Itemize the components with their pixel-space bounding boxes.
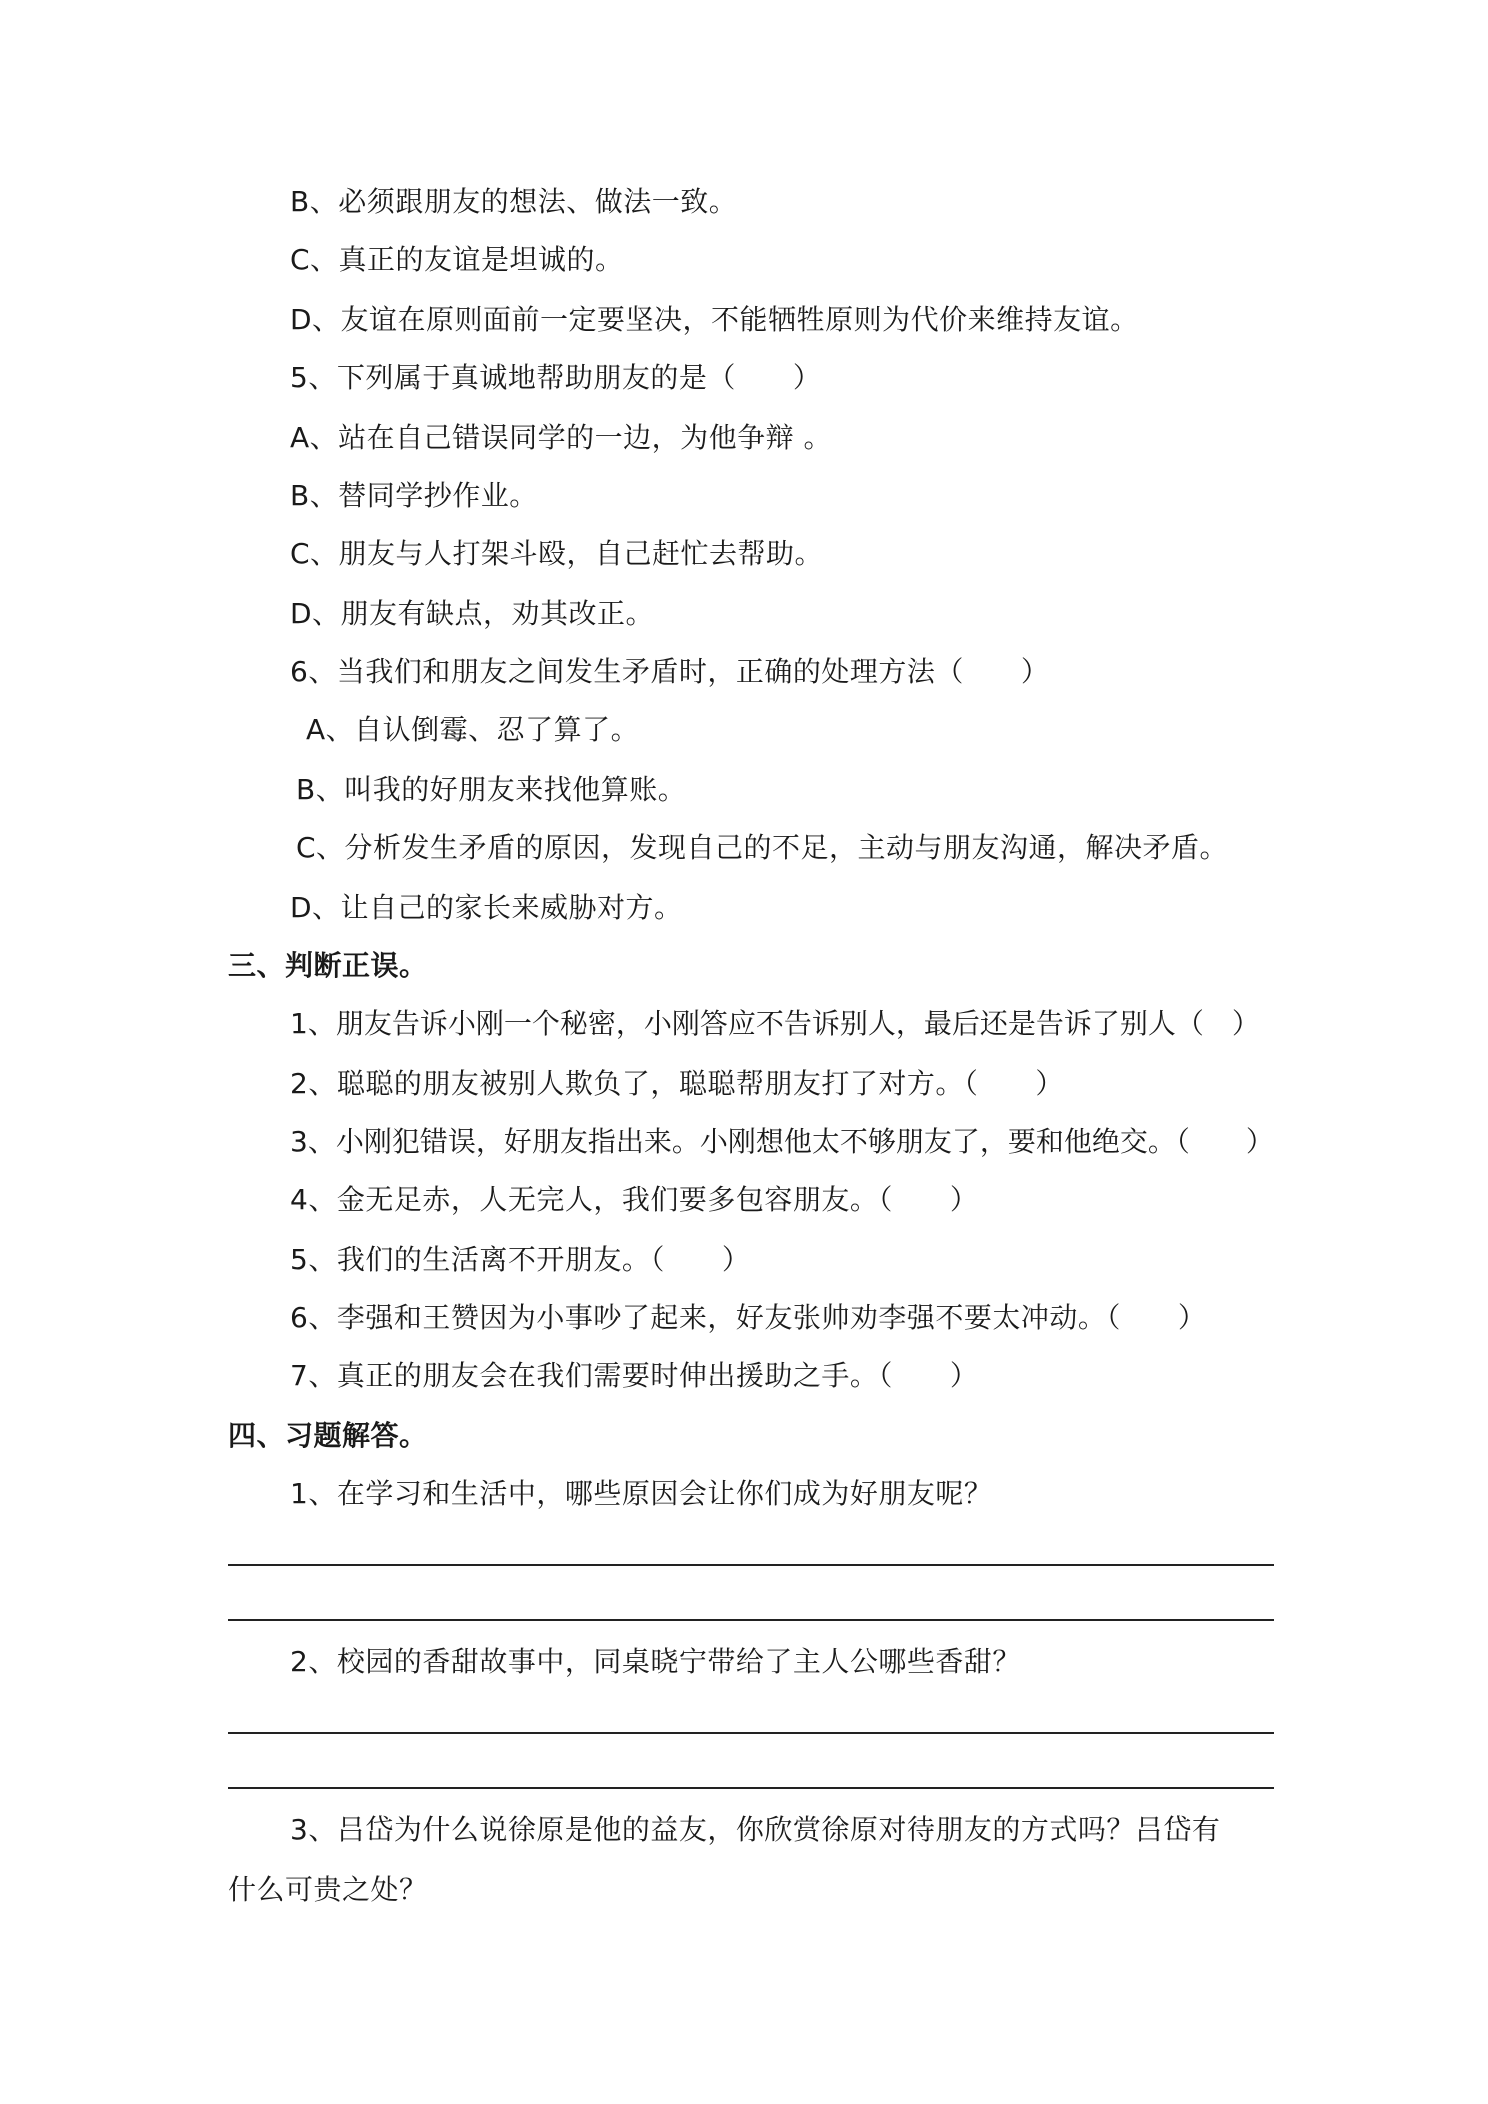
q5-stem: 5、下列属于真诚地帮助朋友的是（ ） [290, 361, 822, 394]
judge-item-4: 4、金无足赤，人无完人，我们要多包容朋友。（ ） [290, 1183, 979, 1216]
answer-question-2: 2、校园的香甜故事中，同桌晓宁带给了主人公哪些香甜？ [290, 1645, 1021, 1678]
answer-line [228, 1564, 1274, 1566]
q4-option-c: C、真正的友谊是坦诚的。 [290, 243, 624, 276]
answer-line [228, 1787, 1274, 1789]
section-3-title: 三、判断正误。 [228, 949, 428, 982]
judge-item-2: 2、聪聪的朋友被别人欺负了，聪聪帮朋友打了对方。（ ） [290, 1067, 1064, 1100]
answer-question-1: 1、在学习和生活中，哪些原因会让你们成为好朋友呢？ [290, 1477, 993, 1510]
answer-line [228, 1619, 1274, 1621]
q6-option-c: C、分析发生矛盾的原因，发现自己的不足，主动与朋友沟通，解决矛盾。 [296, 831, 1229, 864]
judge-item-5: 5、我们的生活离不开朋友。（ ） [290, 1243, 751, 1276]
q6-option-d: D、让自己的家长来威胁对方。 [290, 891, 683, 924]
q4-option-d: D、友谊在原则面前一定要坚决，不能牺牲原则为代价来维持友谊。 [290, 303, 1139, 336]
q5-option-d: D、朋友有缺点，劝其改正。 [290, 597, 655, 630]
q5-option-c: C、朋友与人打架斗殴，自己赶忙去帮助。 [290, 537, 824, 570]
q6-option-a: A、自认倒霉、忍了算了。 [306, 713, 640, 746]
section-4-title: 四、习题解答。 [228, 1419, 428, 1452]
judge-item-6: 6、李强和王赞因为小事吵了起来，好友张帅劝李强不要太冲动。（ ） [290, 1301, 1207, 1334]
q6-option-b: B、叫我的好朋友来找他算账。 [296, 773, 687, 806]
judge-item-3: 3、小刚犯错误，好朋友指出来。小刚想他太不够朋友了，要和他绝交。（ ） [290, 1125, 1274, 1158]
answer-line [228, 1732, 1274, 1734]
q5-option-b: B、替同学抄作业。 [290, 479, 538, 512]
judge-item-1: 1、朋友告诉小刚一个秘密，小刚答应不告诉别人，最后还是告诉了别人（ ） [290, 1007, 1260, 1040]
judge-item-7: 7、真正的朋友会在我们需要时伸出援助之手。（ ） [290, 1359, 979, 1392]
q4-option-b: B、必须跟朋友的想法、做法一致。 [290, 185, 738, 218]
q5-option-a: A、站在自己错误同学的一边，为他争辩 。 [290, 421, 833, 454]
answer-question-3-line-1: 3、吕岱为什么说徐原是他的益友，你欣赏徐原对待朋友的方式吗？吕岱有 [290, 1813, 1221, 1846]
answer-question-3-line-2: 什么可贵之处？ [228, 1873, 428, 1906]
q6-stem: 6、当我们和朋友之间发生矛盾时，正确的处理方法（ ） [290, 655, 1050, 688]
